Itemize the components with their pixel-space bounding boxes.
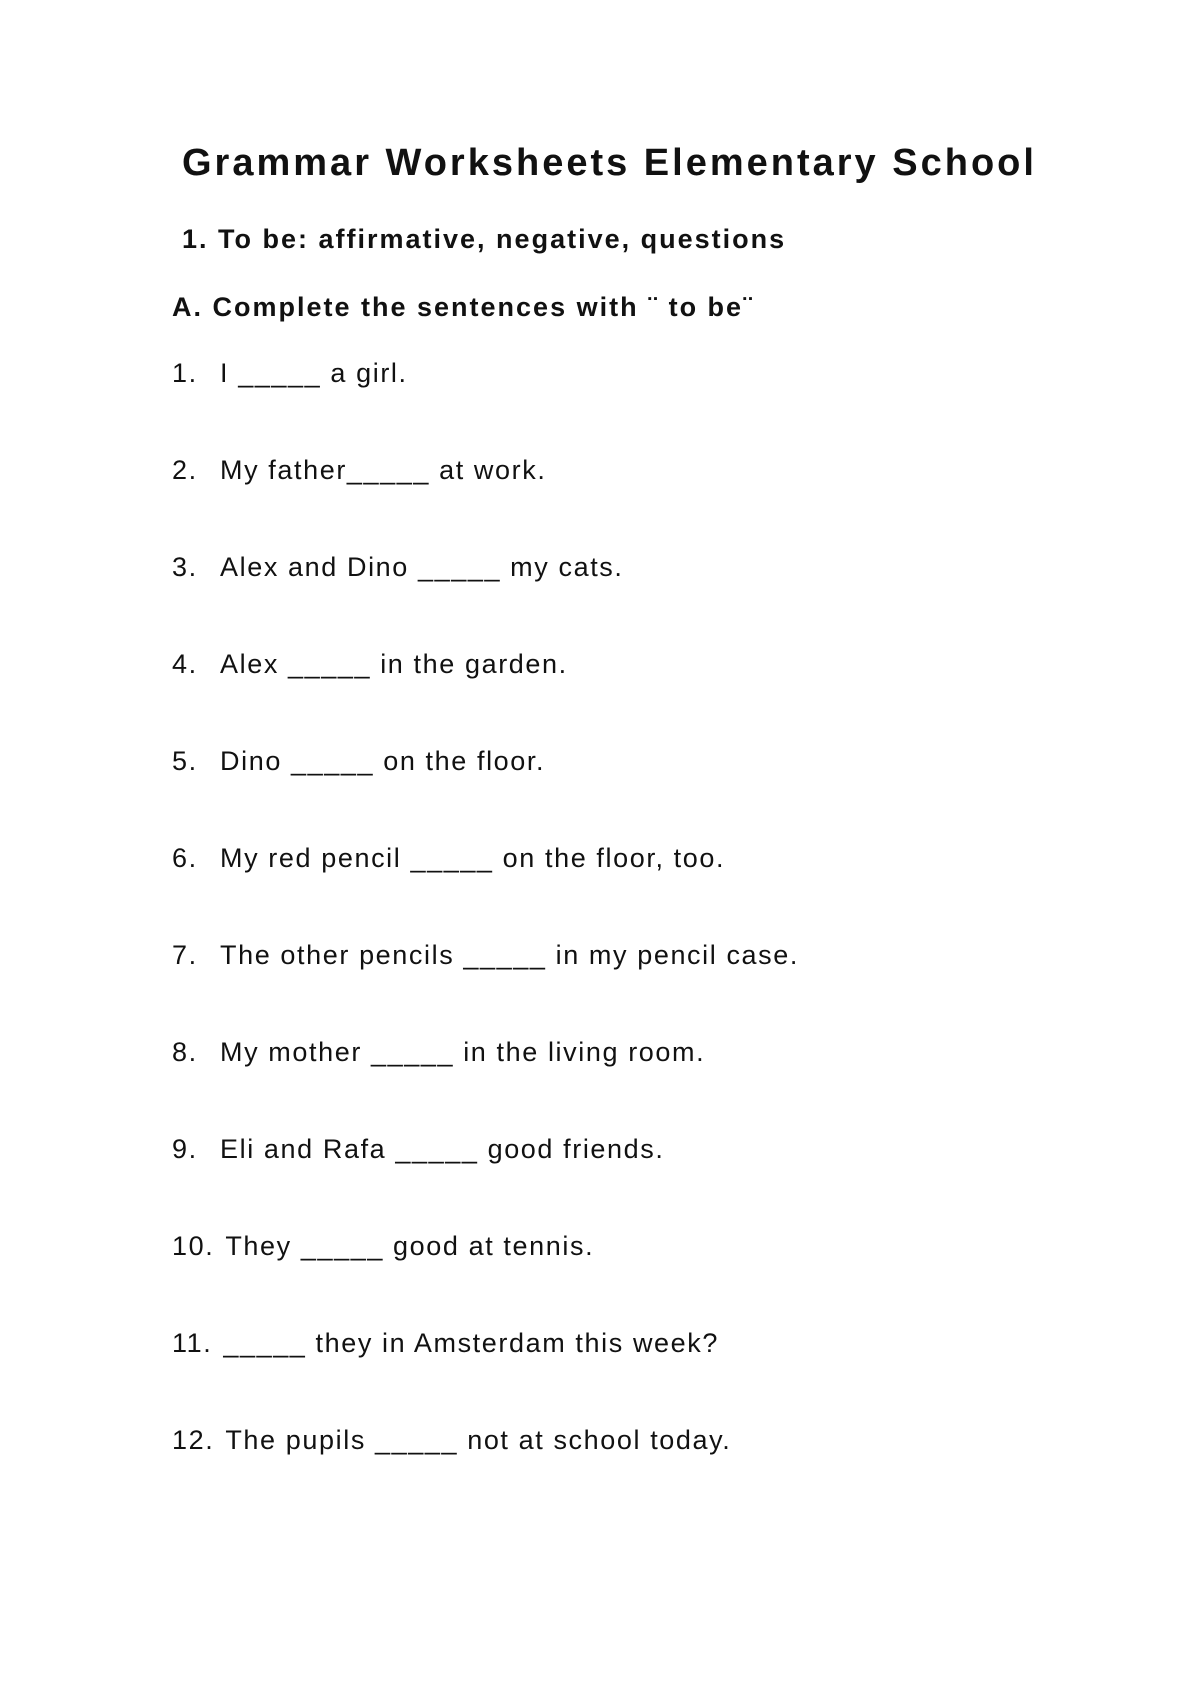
- question-item: [172, 1230, 799, 1327]
- question-text: The other pencils _____ in my pencil case.: [220, 940, 799, 970]
- exercise-instruction: A. Complete the sentences with ¨ to be¨: [172, 292, 755, 322]
- question-text: Alex _____ in the garden.: [220, 649, 568, 679]
- question-text: My red pencil _____ on the floor, too.: [220, 843, 726, 873]
- question-list: [172, 357, 799, 1521]
- question-item: [172, 842, 799, 939]
- question-number: 7.: [172, 940, 198, 970]
- question-number: 2.: [172, 455, 198, 485]
- question-text: The pupils _____ not at school today.: [225, 1425, 732, 1455]
- question-item: [172, 745, 799, 842]
- question-text: Alex and Dino _____ my cats.: [220, 552, 624, 582]
- question-text: My father_____ at work.: [220, 455, 547, 485]
- question-text: _____ they in Amsterdam this week?: [223, 1328, 719, 1358]
- question-item: [172, 454, 799, 551]
- worksheet-title: Grammar Worksheets Elementary School: [182, 142, 1037, 184]
- question-item: [172, 1133, 799, 1230]
- question-number: 12.: [172, 1425, 215, 1455]
- question-text: Dino _____ on the floor.: [220, 746, 546, 776]
- question-text: My mother _____ in the living room.: [220, 1037, 706, 1067]
- question-number: 1.: [172, 358, 198, 388]
- question-text: Eli and Rafa _____ good friends.: [220, 1134, 665, 1164]
- question-text: They _____ good at tennis.: [225, 1231, 595, 1261]
- question-item: [172, 357, 799, 454]
- question-item: [172, 648, 799, 745]
- question-item: [172, 551, 799, 648]
- question-item: [172, 1327, 799, 1424]
- question-number: 8.: [172, 1037, 198, 1067]
- question-number: 11.: [172, 1328, 213, 1358]
- question-number: 4.: [172, 649, 198, 679]
- question-number: 3.: [172, 552, 198, 582]
- question-number: 10.: [172, 1231, 215, 1261]
- question-number: 9.: [172, 1134, 198, 1164]
- question-number: 6.: [172, 843, 198, 873]
- question-item: [172, 939, 799, 1036]
- question-item: [172, 1424, 799, 1521]
- question-text: I _____ a girl.: [220, 358, 408, 388]
- question-item: [172, 1036, 799, 1133]
- question-number: 5.: [172, 746, 198, 776]
- section-heading: 1. To be: affirmative, negative, questions: [182, 224, 787, 254]
